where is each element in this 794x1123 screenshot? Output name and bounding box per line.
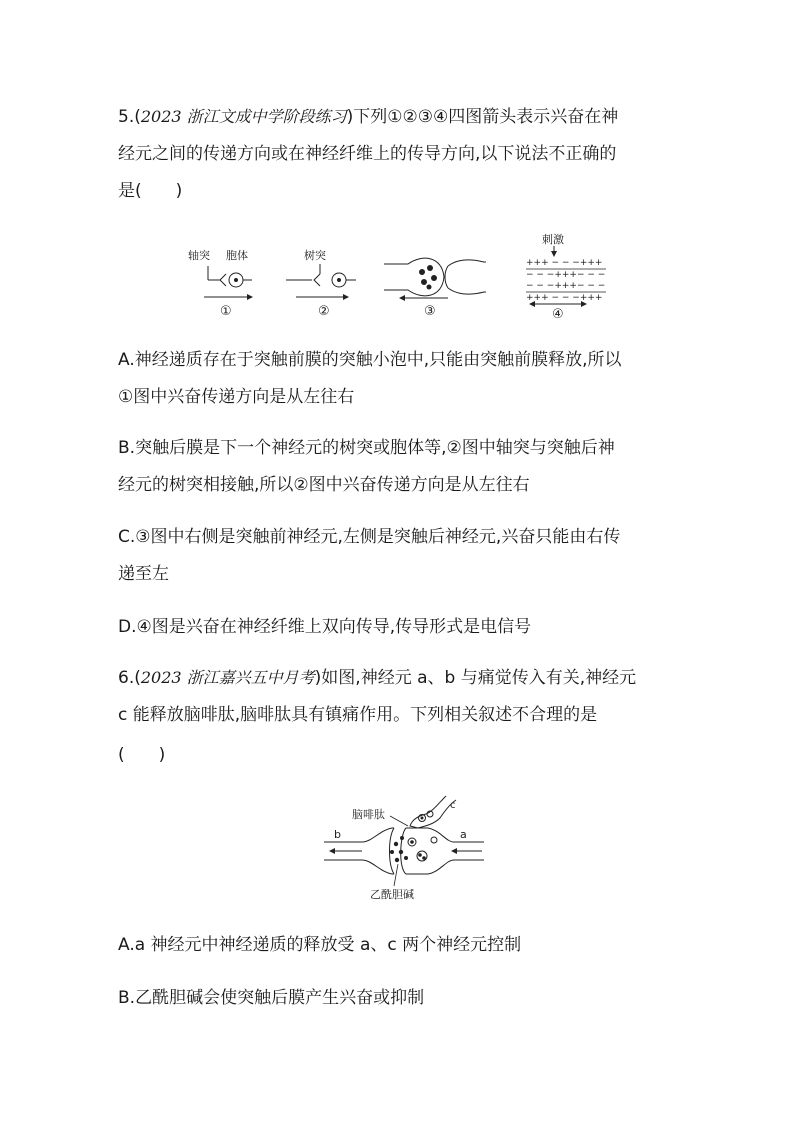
label-soma: 胞体 bbox=[226, 249, 248, 262]
label-enkephalin: 脑啡肽 bbox=[352, 808, 385, 821]
vesicle-dot bbox=[422, 856, 426, 860]
q5-option-a-line-1: A.神经递质存在于突触前膜的突触小泡中,只能由突触前膜释放,所以 bbox=[118, 350, 622, 370]
q6-option-b: B.乙酰胆碱会使突触后膜产生兴奋或抑制 bbox=[118, 988, 425, 1008]
vesicle bbox=[419, 269, 425, 275]
transmitter-dot bbox=[394, 842, 398, 846]
vesicle bbox=[431, 837, 437, 843]
charge-row-2: − − −+++− − − bbox=[526, 270, 606, 280]
num-3: ③ bbox=[424, 304, 436, 319]
transmitter-dot bbox=[399, 850, 403, 854]
nucleus-dot-2 bbox=[337, 278, 341, 282]
label-c: c bbox=[450, 800, 456, 811]
ach-pointer bbox=[394, 864, 398, 886]
label-a: a bbox=[460, 828, 467, 841]
q5-stem-text: )下列①②③④四图箭头表示兴奋在神 bbox=[346, 107, 619, 127]
q5-stem-line-3: 是( ) bbox=[118, 181, 183, 201]
q6-source: 2023 浙江嘉兴五中月考 bbox=[140, 668, 315, 687]
vesicle-c-dot bbox=[421, 817, 424, 820]
q5-option-b-line-2: 经元的树突相接触,所以②图中兴奋传递方向是从左往右 bbox=[118, 475, 530, 495]
label-axon: 轴突 bbox=[188, 249, 210, 262]
num-4: ④ bbox=[552, 307, 564, 322]
nucleus-dot bbox=[234, 278, 238, 282]
vesicle bbox=[427, 285, 432, 290]
q6-option-a: A.a 神经元中神经递质的释放受 a、c 两个神经元控制 bbox=[118, 935, 522, 955]
q5-stem-line-2: 经元之间的传递方向或在神经纤维上的传导方向,以下说法不正确的 bbox=[118, 144, 617, 164]
vesicle bbox=[427, 265, 433, 271]
q5-stem-line-1 bbox=[118, 106, 618, 128]
num-1: ① bbox=[220, 304, 232, 319]
synapse-knob bbox=[220, 274, 226, 286]
vesicle bbox=[421, 279, 427, 285]
q6-stem-line-1 bbox=[118, 667, 636, 689]
q6-stem-line-2: c 能释放脑啡肽,脑啡肽具有镇痛作用。下列相关叙述不合理的是 bbox=[118, 705, 598, 725]
vesicle bbox=[431, 275, 437, 281]
diagram-2 bbox=[286, 248, 356, 319]
postsynaptic-terminal bbox=[448, 260, 486, 294]
q6-stem-line-3: ( ) bbox=[118, 745, 166, 765]
postsynaptic-membrane bbox=[445, 266, 448, 288]
q5-option-c-line-2: 递至左 bbox=[118, 564, 169, 584]
q5-option-d: D.④图是兴奋在神经纤维上双向传导,传导形式是电信号 bbox=[118, 617, 532, 637]
q5-source: 2023 浙江文成中学阶段练习 bbox=[140, 107, 347, 126]
q5-figure bbox=[186, 232, 616, 322]
label-ach: 乙酰胆碱 bbox=[370, 888, 414, 901]
label-stimulus: 刺激 bbox=[542, 233, 564, 246]
q5-option-c-line-1: C.③图中右侧是突触前神经元,左侧是突触后神经元,兴奋只能由右传 bbox=[118, 527, 621, 547]
vesicle-dot bbox=[410, 840, 414, 844]
transmitter-dot bbox=[390, 850, 394, 854]
num-2: ② bbox=[318, 304, 330, 319]
vesicle-dot bbox=[418, 853, 422, 857]
transmitter-dot bbox=[404, 856, 408, 860]
enkephalin-pointer bbox=[390, 816, 408, 826]
q5-option-a-line-2: ①图中兴奋传递方向是从左往右 bbox=[118, 387, 355, 407]
charge-row-3: − − −+++− − − bbox=[526, 281, 606, 291]
diagram-3 bbox=[384, 258, 486, 319]
vesicle bbox=[417, 851, 427, 861]
transmitter-dot bbox=[395, 858, 399, 862]
transmitter-dot bbox=[400, 836, 404, 840]
charge-row-1: +++ − − −+++ bbox=[526, 258, 603, 268]
diagram-1 bbox=[188, 248, 252, 319]
q6-figure bbox=[322, 794, 492, 904]
q6-stem-text: )如图,神经元 a、b 与痛觉传入有关,神经元 bbox=[314, 668, 637, 688]
label-dendrite: 树突 bbox=[304, 249, 326, 262]
charge-row-4: +++ − − −+++ bbox=[526, 293, 603, 303]
label-b: b bbox=[334, 828, 341, 841]
diagram-4 bbox=[526, 232, 606, 322]
q5-option-b-line-1: B.突触后膜是下一个神经元的树突或胞体等,②图中轴突与突触后神 bbox=[118, 438, 615, 458]
q5-prefix: 5.( bbox=[118, 107, 141, 127]
synapse-knob-2 bbox=[314, 274, 320, 286]
q6-prefix: 6.( bbox=[118, 668, 141, 688]
